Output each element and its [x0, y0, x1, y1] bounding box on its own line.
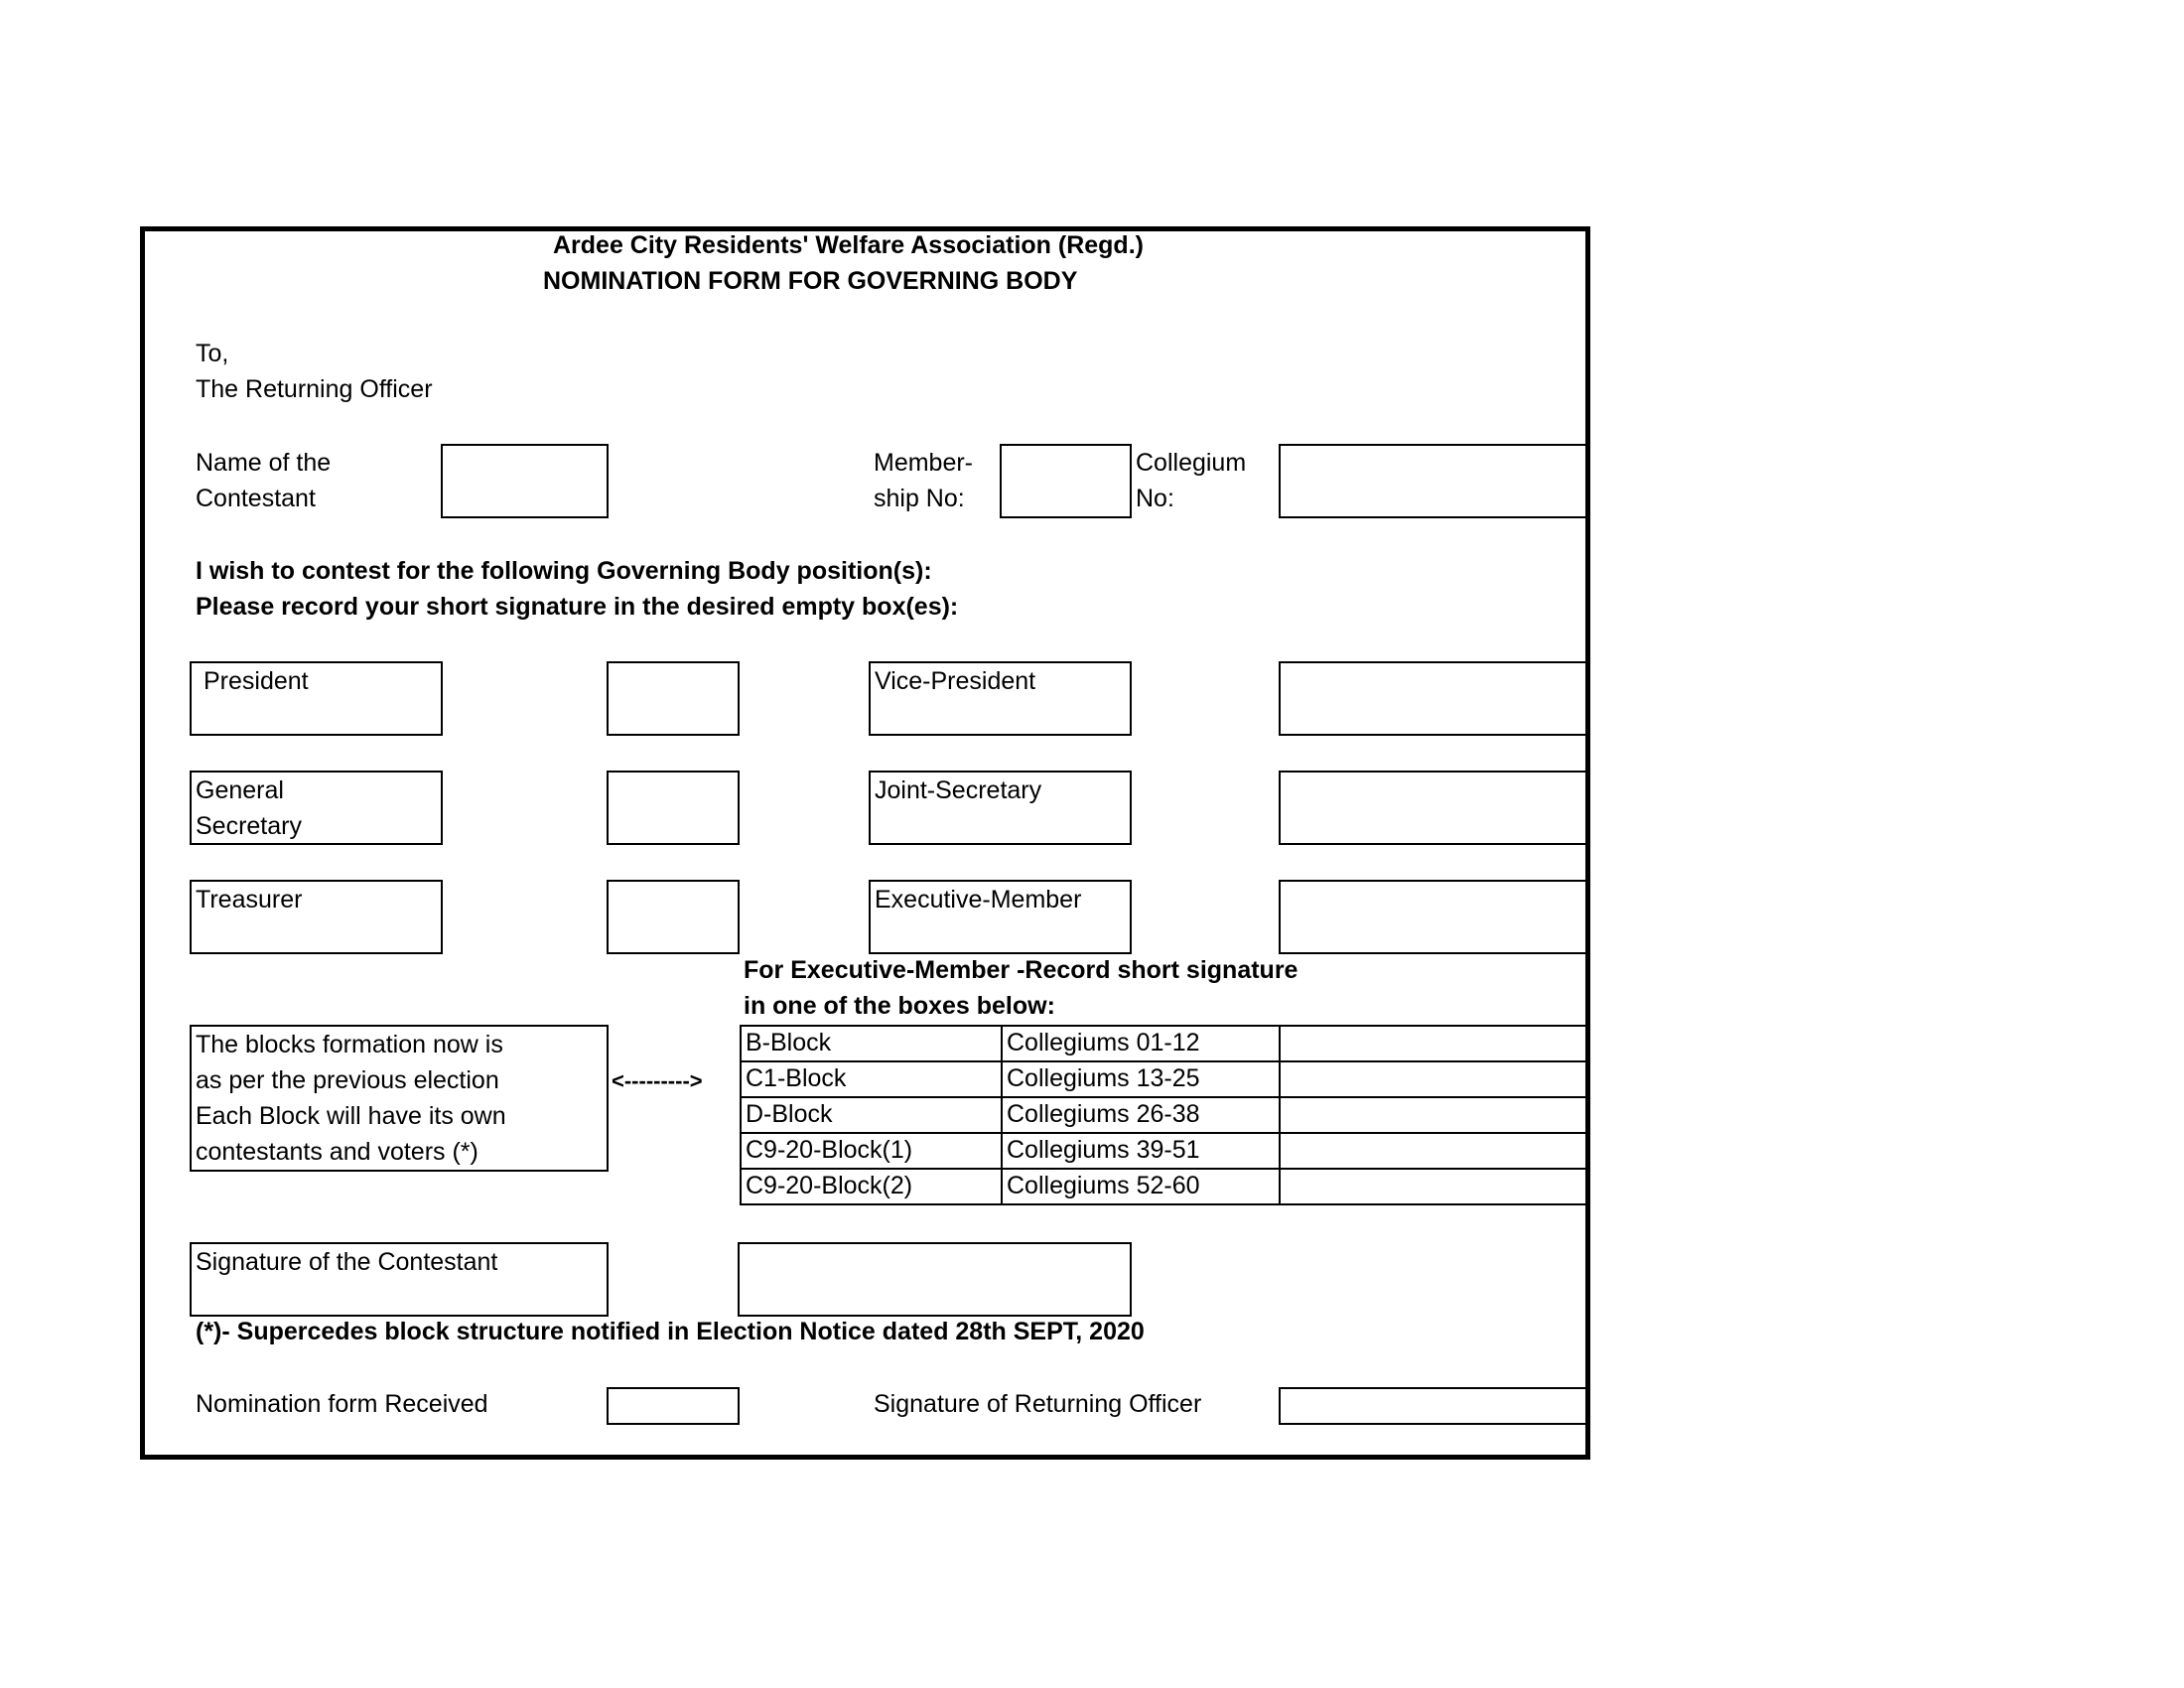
executive-note-line1: For Executive-Member -Record short signature — [744, 956, 1298, 984]
block-signature-cell[interactable] — [1279, 1168, 1587, 1205]
block-signature-cell[interactable] — [1279, 1096, 1587, 1134]
collegiums-cell: Collegiums 26-38 — [1001, 1096, 1281, 1134]
president-label: President — [204, 667, 309, 695]
joint-secretary-signature-box[interactable] — [1279, 771, 1587, 845]
general-secretary-label-line2: Secretary — [196, 812, 302, 840]
blocks-info-line4: contestants and voters (*) — [196, 1138, 478, 1166]
name-label-line1: Name of the — [196, 449, 332, 477]
block-signature-cell[interactable] — [1279, 1060, 1587, 1098]
treasurer-label: Treasurer — [196, 886, 303, 914]
collegiums-cell: Collegiums 13-25 — [1001, 1060, 1281, 1098]
treasurer-signature-box[interactable] — [607, 880, 740, 954]
general-secretary-signature-box[interactable] — [607, 771, 740, 845]
address-returning-officer: The Returning Officer — [196, 375, 433, 403]
collegium-label-line1: Collegium — [1136, 449, 1247, 477]
executive-member-label: Executive-Member — [875, 886, 1082, 914]
blocks-info-line1: The blocks formation now is — [196, 1031, 503, 1058]
membership-no-field[interactable] — [1000, 444, 1132, 518]
contestant-name-field[interactable] — [441, 444, 609, 518]
block-name-cell: C9-20-Block(1) — [740, 1132, 1003, 1170]
contestant-signature-label: Signature of the Contestant — [196, 1248, 498, 1276]
instruction-line1: I wish to contest for the following Governing Body position(s): — [196, 557, 932, 585]
collegiums-cell: Collegiums 52-60 — [1001, 1168, 1281, 1205]
vice-president-label: Vice-President — [875, 667, 1036, 695]
executive-note-line2: in one of the boxes below: — [744, 992, 1055, 1020]
treasurer-label-box — [190, 880, 443, 954]
name-label-line2: Contestant — [196, 485, 316, 512]
block-name-cell: B-Block — [740, 1025, 1003, 1062]
nomination-received-box[interactable] — [607, 1387, 740, 1425]
collegiums-cell: Collegiums 01-12 — [1001, 1025, 1281, 1062]
blocks-info-box — [190, 1025, 609, 1172]
block-name-cell: C9-20-Block(2) — [740, 1168, 1003, 1205]
nomination-received-label: Nomination form Received — [196, 1390, 488, 1418]
contestant-signature-label-box — [190, 1242, 609, 1317]
collegium-label-line2: No: — [1136, 485, 1174, 512]
footnote: (*)- Supercedes block structure notified in Election Notice dated 28th SEPT, 2020 — [196, 1318, 1145, 1345]
org-name: Ardee City Residents' Welfare Association (Regd.) — [553, 231, 1144, 259]
collegiums-cell: Collegiums 39-51 — [1001, 1132, 1281, 1170]
blocks-info-line3: Each Block will have its own — [196, 1102, 506, 1130]
president-label-box — [190, 661, 443, 736]
form-title: NOMINATION FORM FOR GOVERNING BODY — [543, 267, 1078, 295]
block-name-cell: C1-Block — [740, 1060, 1003, 1098]
general-secretary-label-box — [190, 771, 443, 845]
executive-member-label-box — [869, 880, 1132, 954]
address-to: To, — [196, 340, 229, 367]
blocks-info-line2: as per the previous election — [196, 1066, 499, 1094]
general-secretary-label-line1: General — [196, 776, 284, 804]
membership-label-line1: Member- — [874, 449, 974, 477]
vice-president-signature-box[interactable] — [1279, 661, 1587, 736]
block-name-cell: D-Block — [740, 1096, 1003, 1134]
block-signature-cell[interactable] — [1279, 1025, 1587, 1062]
vice-president-label-box — [869, 661, 1132, 736]
joint-secretary-label-box — [869, 771, 1132, 845]
collegium-no-field[interactable] — [1279, 444, 1587, 518]
contestant-signature-box[interactable] — [738, 1242, 1132, 1317]
returning-officer-signature-label: Signature of Returning Officer — [874, 1390, 1202, 1418]
president-signature-box[interactable] — [607, 661, 740, 736]
instruction-line2: Please record your short signature in the desired empty box(es): — [196, 593, 959, 621]
executive-member-signature-box[interactable] — [1279, 880, 1587, 954]
joint-secretary-label: Joint-Secretary — [875, 776, 1042, 804]
returning-officer-signature-box[interactable] — [1279, 1387, 1587, 1425]
block-signature-cell[interactable] — [1279, 1132, 1587, 1170]
membership-label-line2: ship No: — [874, 485, 965, 512]
blocks-arrow: <---------> — [612, 1068, 703, 1093]
